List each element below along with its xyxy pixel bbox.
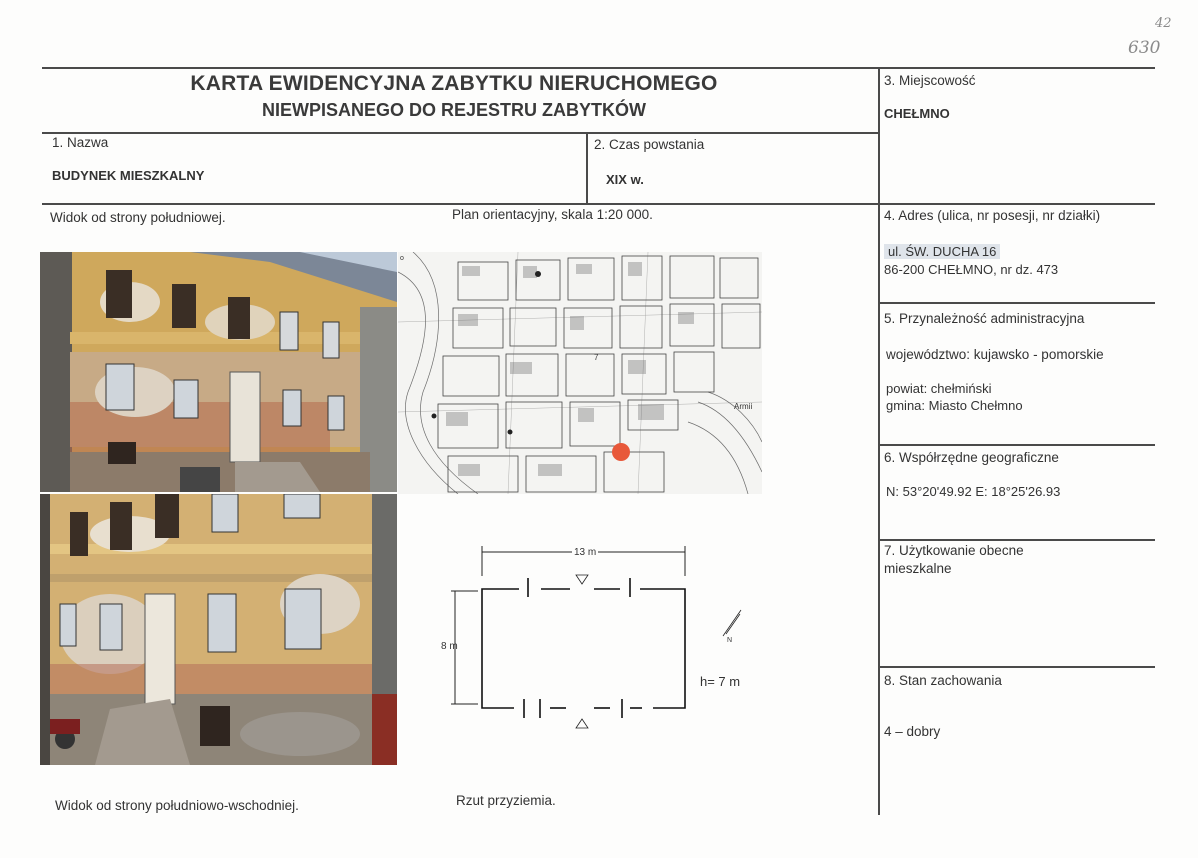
- map-corner-label: o: [400, 255, 404, 262]
- time-label: 2. Czas powstania: [594, 137, 705, 152]
- place-value: CHEŁMNO: [884, 106, 950, 121]
- frame-right-column-divider: [878, 67, 880, 815]
- place-label: 3. Miejscowość: [884, 73, 976, 88]
- location-marker-icon: [612, 443, 630, 461]
- coords-label: 6. Współrzędne geograficzne: [884, 450, 1059, 465]
- section-7-bottom-line: [879, 666, 1155, 668]
- floor-plan: [398, 494, 762, 765]
- admin-label: 5. Przynależność administracyjna: [884, 311, 1085, 326]
- admin-commune: gmina: Miasto Chełmno: [886, 398, 1023, 413]
- photo-southeast-view: [40, 494, 397, 765]
- use-value: mieszkalne: [884, 561, 952, 576]
- address-line-1: [884, 244, 1000, 259]
- header-bottom-line: [42, 203, 1155, 205]
- handwritten-note-top: 42: [1155, 16, 1172, 31]
- caption-view-south: Widok od strony południowej.: [50, 210, 226, 225]
- condition-label: 8. Stan zachowania: [884, 673, 1002, 688]
- title-bottom-line: [42, 132, 879, 134]
- name-time-divider: [586, 132, 588, 204]
- caption-ground-plan: Rzut przyziemia.: [456, 793, 556, 808]
- section-5-bottom-line: [879, 444, 1155, 446]
- name-value: BUDYNEK MIESZKALNY: [52, 168, 205, 183]
- handwritten-archive-number: 630: [1128, 38, 1161, 58]
- map-street-label: Armii: [734, 402, 753, 411]
- name-label: 1. Nazwa: [52, 135, 109, 150]
- orientation-map: [398, 252, 762, 494]
- north-arrow-icon: [723, 610, 741, 636]
- document-subtitle: NIEWPISANEGO DO REJESTRU ZABYTKÓW: [261, 100, 647, 120]
- time-value: XIX w.: [606, 172, 644, 187]
- caption-view-southeast: Widok od strony południowo-wschodniej.: [55, 798, 299, 813]
- document-title: KARTA EWIDENCYJNA ZABYTKU NIERUCHOMEGO: [190, 72, 718, 95]
- address-label: 4. Adres (ulica, nr posesji, nr działki): [884, 208, 1101, 223]
- address-line-2: 86-200 CHEŁMNO, nr dz. 473: [884, 262, 1059, 277]
- plan-width-label: 13 m: [574, 547, 597, 558]
- plan-height-label: h= 7 m: [700, 674, 741, 689]
- address-street-highlight: ul. ŚW. DUCHA 16: [884, 244, 1000, 259]
- plan-depth-label: 8 m: [441, 641, 458, 652]
- section-6-bottom-line: [879, 539, 1155, 541]
- admin-voivodeship: województwo: kujawsko - pomorskie: [886, 347, 1104, 362]
- map-block-label: 7: [594, 353, 599, 362]
- caption-plan: Plan orientacyjny, skala 1:20 000.: [452, 207, 653, 222]
- use-label: 7. Użytkowanie obecne: [884, 543, 1024, 558]
- section-4-bottom-line: [879, 302, 1155, 304]
- coords-value: N: 53°20'49.92 E: 18°25'26.93: [886, 484, 1061, 499]
- frame-top-line: [42, 67, 1155, 69]
- photo-south-view: [40, 252, 397, 492]
- admin-county: powiat: chełmiński: [886, 381, 992, 396]
- condition-value: 4 – dobry: [884, 724, 941, 739]
- north-mark: N: [727, 637, 733, 644]
